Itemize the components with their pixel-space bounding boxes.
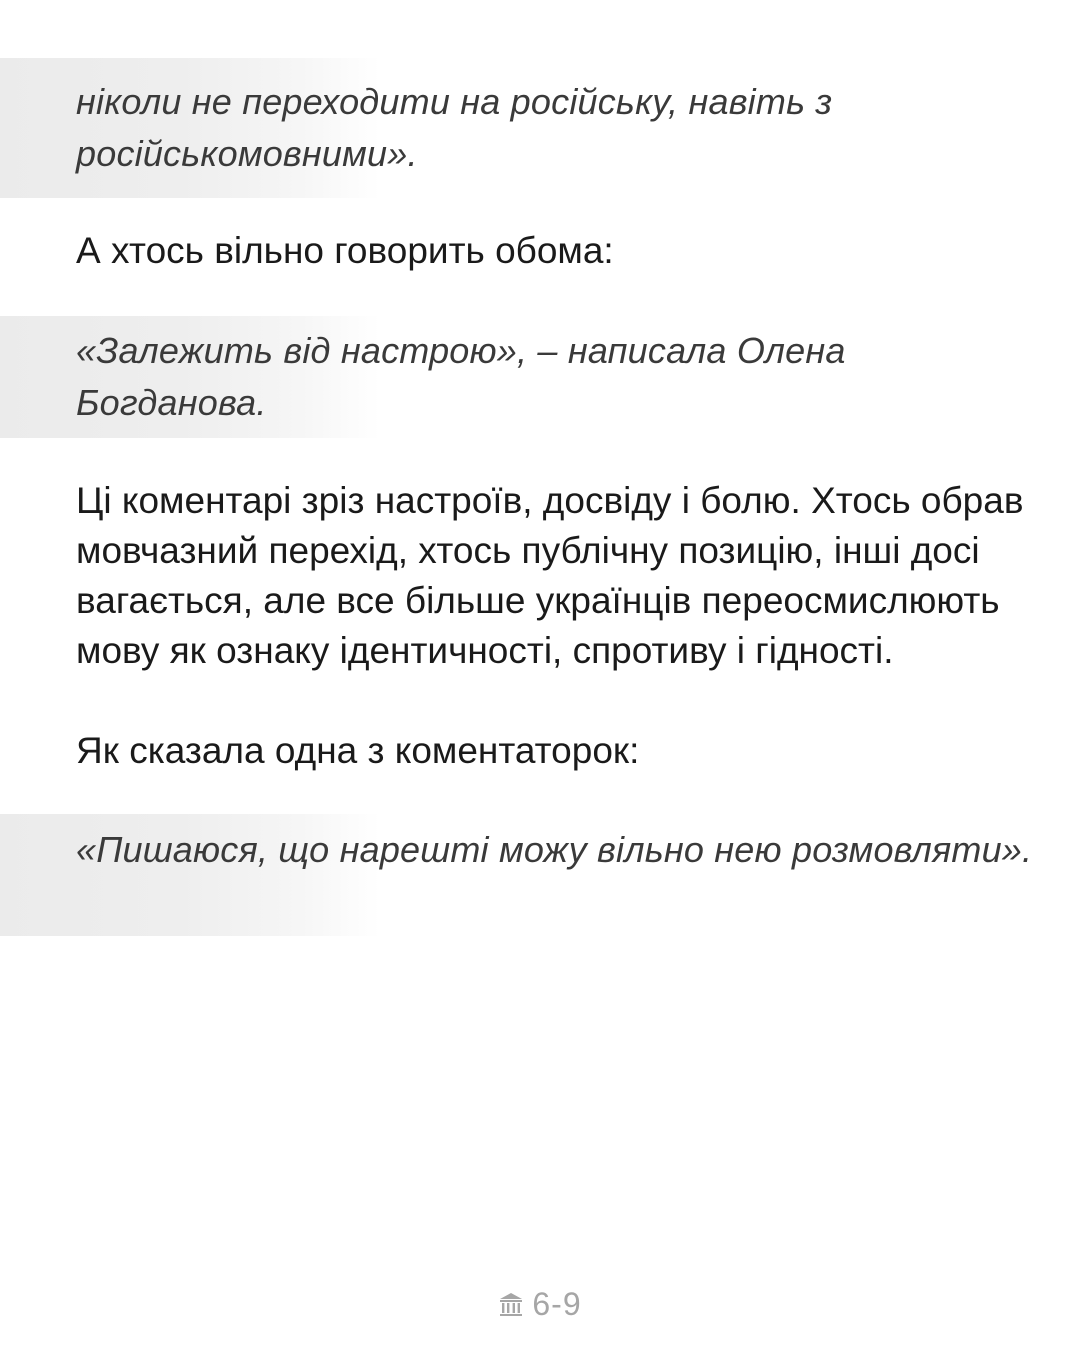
page-number: 6-9 — [532, 1285, 582, 1322]
paragraph-2: Ці коментарі зріз настроїв, досвіду і болю. Хтось обрав мовчазний перехід, хтось публічну позицію, інші досі вагається, але все більше українців переосмислюють мову як ознаку ідентичності, спротиву і гідності. — [76, 480, 1024, 671]
quote-text-3: «Пишаюся, що нарешті можу вільно нею розмовляти». — [76, 829, 1033, 870]
quote-text-2: «Залежить від настрою», – написала Олена Богданова. — [76, 330, 846, 423]
building-columns-icon — [498, 1291, 524, 1317]
paragraph-1: А хтось вільно говорить обома: — [76, 230, 614, 271]
paragraph-3: Як сказала одна з коментаторок: — [76, 730, 640, 771]
page-indicator — [0, 1282, 1080, 1326]
quote-text-1: ніколи не переходити на російську, навіть з російськомовними». — [76, 81, 833, 174]
